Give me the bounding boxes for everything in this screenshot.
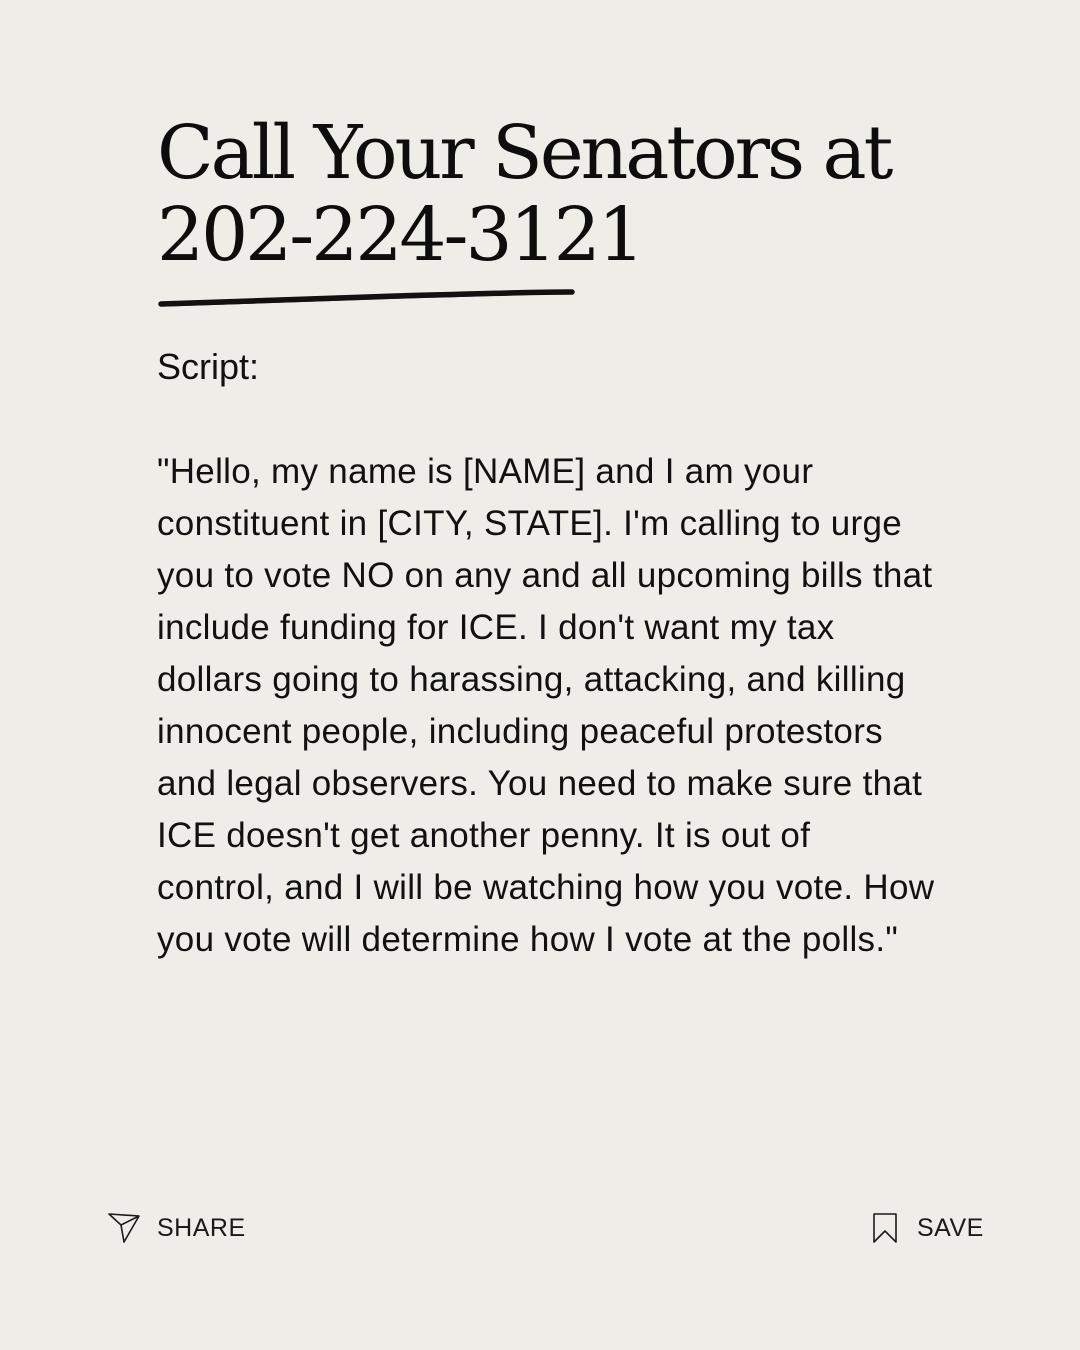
title-line-1: Call Your Senators at [157, 110, 891, 196]
save-label: SAVE [917, 1213, 984, 1242]
page-title [157, 112, 1017, 276]
bookmark-icon [871, 1212, 901, 1244]
share-button[interactable] [107, 1208, 246, 1248]
brush-underline [158, 286, 576, 312]
share-label: SHARE [157, 1213, 246, 1242]
script-text: "Hello, my name is [NAME] and I am your constituent in [CITY, STATE]. I'm calling to urge you to vote NO on any and all upcoming bills that include funding for ICE. I don't want my tax dollars going to harassing, attacking, and killing innocent people, including peaceful protestors and legal observers. You need to make sure that ICE doesn't get another penny. It is out of control, and I will be watching how you vote. How you vote will determine how I vote at the polls." [157, 452, 935, 959]
save-button[interactable] [871, 1208, 984, 1248]
paper-plane-icon [107, 1212, 141, 1244]
script-label: Script: [157, 346, 260, 387]
title-phone-number: 202-224-3121 [157, 192, 642, 278]
